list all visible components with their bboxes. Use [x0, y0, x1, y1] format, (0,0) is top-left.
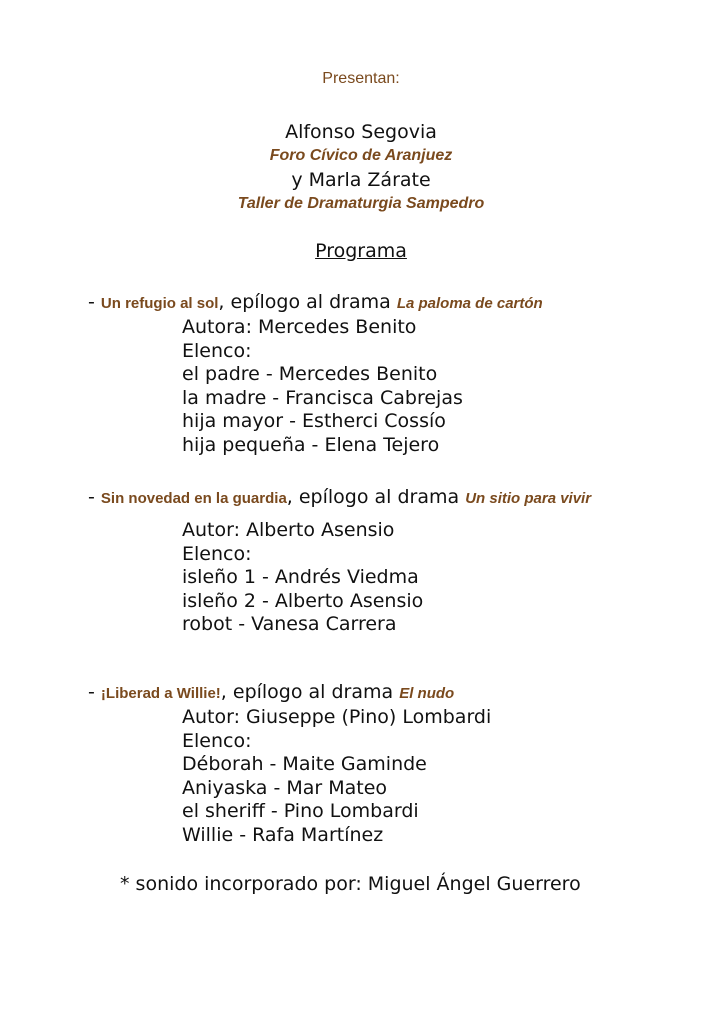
item-dash: -: [88, 291, 101, 313]
epilogue-connector: , epílogo al drama: [286, 486, 466, 508]
play-title: Un refugio al sol: [100, 295, 219, 312]
epilogue-connector: , epílogo al drama: [218, 291, 397, 313]
epilogue-connector: , epílogo al drama: [220, 681, 400, 703]
presenter-1-name: Alfonso Segovia: [285, 121, 437, 143]
author-line: Autor: Giuseppe (Pino) Lombardi: [182, 706, 492, 728]
drama-title: Un sitio para vivir: [465, 490, 592, 507]
cast-member: Déborah - Maite Gaminde: [182, 753, 427, 775]
program-item-title-line: [88, 290, 648, 316]
presenter-2-name: y Marla Zárate: [291, 169, 431, 191]
programa-heading: Programa: [315, 240, 407, 262]
cast-member: el padre - Mercedes Benito: [182, 363, 438, 385]
program-item-3: [88, 680, 648, 847]
program-item-title-line: [88, 680, 648, 706]
program-item-title-line: [88, 485, 648, 511]
program-item-1: [88, 290, 648, 457]
author-line: Autora: Mercedes Benito: [182, 316, 417, 338]
item-details: [88, 706, 648, 847]
play-title: ¡Liberad a Willie!: [100, 685, 221, 702]
author-line: Autor: Alberto Asensio: [182, 519, 395, 541]
cast-member: Willie - Rafa Martínez: [182, 823, 384, 846]
sound-credit-note: * sonido incorporado por: Miguel Ángel Guerrero: [120, 873, 581, 895]
cast-member: el sheriff - Pino Lombardi: [182, 800, 419, 822]
cast-member: robot - Vanesa Carrera: [182, 613, 397, 635]
presenter-2-organization: Taller de Dramaturgia Sampedro: [237, 195, 485, 212]
cast-member: isleño 2 - Alberto Asensio: [182, 589, 424, 612]
item-dash: -: [88, 681, 101, 703]
cast-member: hija pequeña - Elena Tejero: [182, 433, 440, 456]
cast-member: Aniyaska - Mar Mateo: [182, 776, 388, 799]
item-details: [88, 316, 648, 457]
program-item-2: [88, 485, 648, 637]
elenco-label: Elenco:: [182, 542, 252, 565]
elenco-label: Elenco:: [182, 729, 252, 752]
presenters-block: [0, 120, 722, 216]
presenter-1-organization: Foro Cívico de Aranjuez: [269, 147, 453, 164]
elenco-label: Elenco:: [182, 339, 252, 362]
drama-title: La paloma de cartón: [396, 295, 543, 312]
item-dash: -: [88, 486, 101, 508]
presentan-label: Presentan:: [322, 70, 400, 87]
play-title: Sin novedad en la guardia: [100, 490, 287, 507]
cast-member: isleño 1 - Andrés Viedma: [182, 566, 419, 588]
cast-member: hija mayor - Estherci Cossío: [182, 410, 446, 432]
item-details: [88, 519, 648, 637]
cast-member: la madre - Francisca Cabrejas: [182, 386, 463, 409]
drama-title: El nudo: [399, 685, 455, 702]
